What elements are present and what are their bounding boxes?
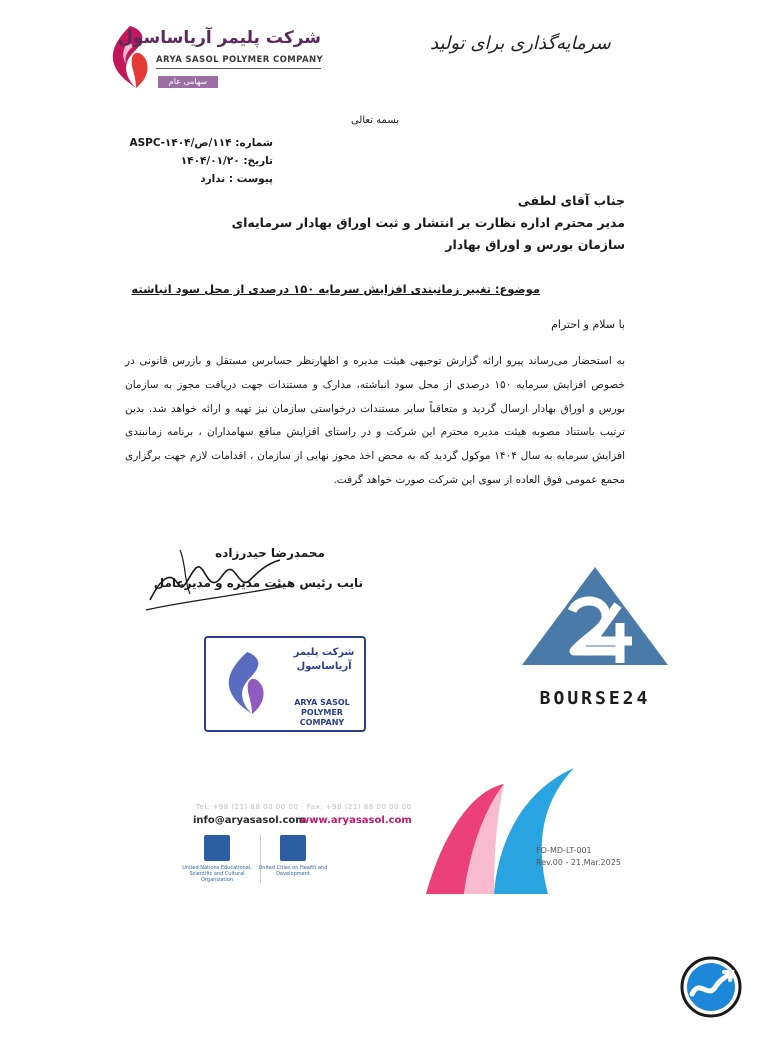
- corner-chart-logo-icon: [680, 956, 742, 1018]
- stamp-en-line-2: POLYMER COMPANY: [299, 708, 345, 727]
- health-cities-caption: United Cities on Health and Development: [258, 865, 328, 877]
- recipient-title: مدیر محترم اداره نظارت بر انتشار و ثبت اوراق بهادار سرمایه‌ای: [231, 215, 625, 230]
- basmala: بسمه تعالی: [350, 115, 400, 126]
- letter-attachment: پیوست : ندارد: [200, 173, 273, 185]
- signer-name: محمدرضا حیدرزاده: [215, 546, 325, 560]
- letter-date: تاریخ: ۱۴۰۴/۰۱/۲۰: [180, 155, 273, 167]
- signer-title: نایب رئیس هیئت مدیره و مدیرعامل: [153, 576, 363, 590]
- company-name-en: ARYA SASOL POLYMER COMPANY: [156, 55, 324, 65]
- greeting: با سلام و احترام: [551, 318, 625, 331]
- company-type-badge: سهامی عام: [158, 76, 218, 88]
- doc-code: FO-MD-LT-001: [536, 846, 592, 855]
- document-reference: [536, 845, 621, 869]
- stamp-line-2: آریاساسول: [296, 661, 352, 672]
- slogan: سرمایه‌گذاری برای تولید: [430, 33, 611, 54]
- footer-email: info@aryasasol.com: [193, 815, 306, 826]
- decorative-swoosh-icon: [424, 760, 584, 895]
- unesco-caption: United Nations Educational, Scientific and Cultural Organization: [182, 865, 252, 883]
- footer-website: www.aryasasol.com: [300, 815, 412, 826]
- stamp-line-1: شرکت پلیمر: [293, 647, 355, 658]
- recipient-name: جناب آقای لطفی: [517, 193, 625, 208]
- doc-revision: Rev.00 - 21.Mar.2025: [536, 858, 621, 867]
- handwritten-signature: [140, 540, 290, 618]
- letter-number: شماره: ۱۱۴/ص/۱۴۰۴-ASPC: [129, 137, 273, 149]
- logo-divider: [156, 68, 321, 69]
- bourse24-logo-icon: [520, 565, 670, 665]
- bourse24-label: BOURSE24: [539, 688, 651, 709]
- unesco-icon: [204, 835, 230, 861]
- company-logo: [106, 22, 324, 94]
- company-stamp: [204, 636, 366, 732]
- recipient-org: سازمان بورس و اوراق بهادار: [445, 237, 625, 252]
- stamp-en-line-1: ARYA SASOL: [294, 698, 350, 707]
- letter-subject: موضوع: تغییر زمانبندی افزایش سرمایه ۱۵۰ درصدی از محل سود انباشته: [131, 282, 540, 296]
- stamp-flame-icon: [218, 648, 276, 720]
- health-cities-icon: [280, 835, 306, 861]
- company-name-fa: شرکت پلیمر آریاساسول: [118, 28, 321, 48]
- letter-body: به استحضار می‌رساند پیرو ارائه گزارش توجیهی هیئت مدیره و اظهارنظر حسابرس مستقل و بازرس قانونی در خصوص افزایش سرمایه ۱۵۰ درصدی از محل سود انباشته، مدارک و مستندات جهت دریافت مجوز به سازمان بورس و اوراق بهادار ارسال گردید و متعاقباً سایر مستندات درخواستی سازمان نیز تهیه و ارائه خواهد شد. بدین ترتیب باستناد مصوبه هیئت مدیره محترم این شرکت و در راستای افزایش منافع سهامداران ، برنامه زمانبندی افزایش سرمایه به سال ۱۴۰۴ موکول گردید که به محض اخذ مجوز نهایی از سازمان ، اقدامات لازم جهت برگزاری مجمع عمومی فوق العاده از سوی این شرکت صورت خواهد گرفت.: [125, 355, 626, 486]
- footer-phone: Tel: +98 (21) 88 00 00 00 - Fax: +98 (21) 88 00 00 00: [196, 803, 412, 811]
